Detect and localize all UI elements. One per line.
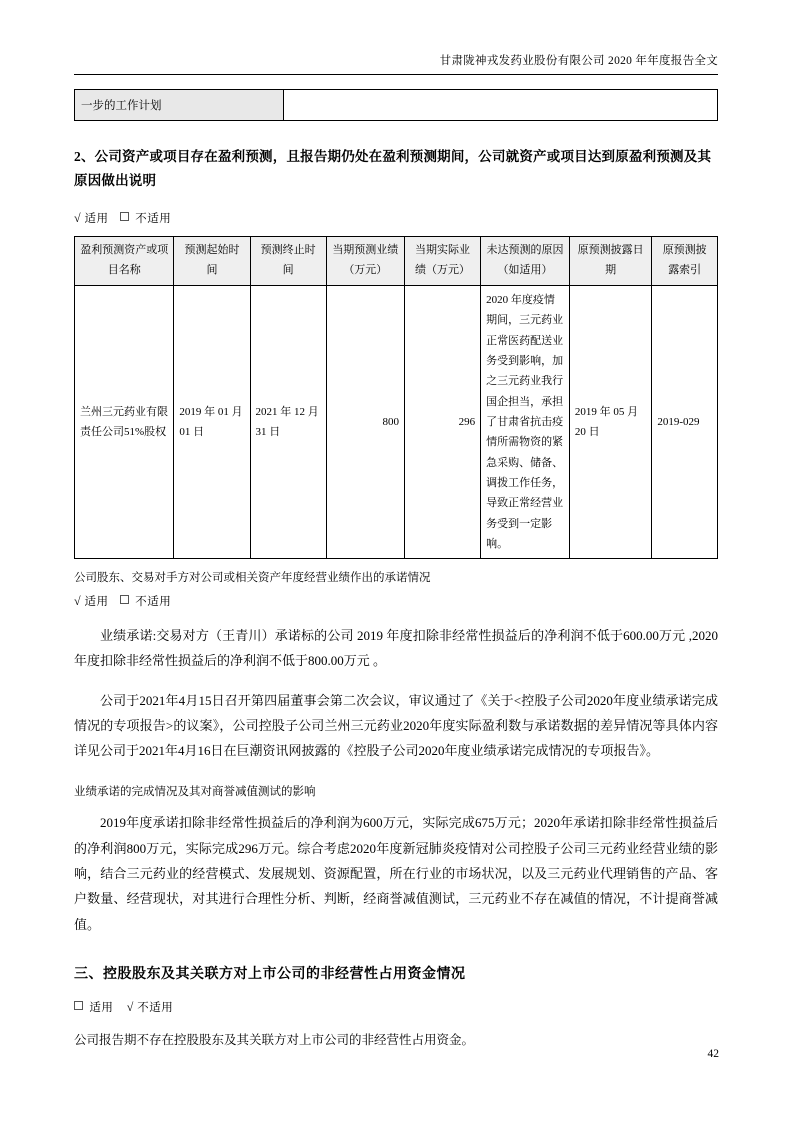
continued-table	[74, 89, 718, 121]
section-3-applicability	[74, 999, 718, 1015]
section-2-title: 2、公司资产或项目存在盈利预测，且报告期仍处在盈利预测期间，公司就资产或项目达到原盈利预测及其原因做出说明	[74, 149, 712, 188]
not-applicable-label: 不适用	[135, 596, 172, 608]
section-3-title: 三、控股股东及其关联方对上市公司的非经营性占用资金情况	[74, 967, 466, 983]
page-header	[74, 0, 718, 75]
col-header-index: 原预测披露索引	[652, 237, 718, 286]
commitment-paragraph-1: 业绩承诺:交易对方（王青川）承诺标的公司 2019 年度扣除非经常性损益后的净利润不低于600.00万元 ,2020 年度扣除非经常性损益后的净利润不低于800.00万元 。	[74, 628, 718, 669]
col-header-end: 预测终止时间	[250, 237, 326, 286]
cell-reason: 2020 年度疫情期间，三元药业正常医药配送业务受到影响，加之三元药业我行国企担当，承担了甘肃省抗击疫情所需物资的紧急采购、储备、调拨工作任务，导致正常经营业务受到一定影响。	[481, 285, 570, 558]
commitment-paragraph-2: 公司于2021年4月15日召开第四届董事会第二次会议，审议通过了《关于<控股子公司2020年度业绩承诺完成情况的专项报告>的议案》，公司控股子公司兰州三元药业2020年度实际盈利数与承诺数据的差异情况等具体内容详见公司于2021年4月16日在巨潮资讯网披露的《控股子公司2020年度业绩承诺完成情况的专项报告》。	[74, 692, 718, 759]
header-divider	[74, 74, 718, 75]
applicable-label: 适用	[84, 213, 109, 226]
col-header-name: 盈利预测资产或项目名称	[75, 237, 174, 286]
not-applicable-label: 不适用	[137, 1002, 174, 1015]
page-content	[74, 0, 718, 1052]
cell-disclosure-date: 2019 年 05 月 20 日	[569, 285, 651, 558]
col-header-forecast: 当期预测业绩（万元）	[326, 237, 404, 286]
goodwill-paragraph: 2019年度承诺扣除非经常性损益后的净利润为600万元，实际完成675万元；2020年承诺扣除非经常性损益后的净利润800万元，实际完成296万元。综合考虑2020年度新冠肺炎疫情对公司控股子公司三元药业经营业绩的影响，结合三元药业的经营模式、发展规划、资源配置，所在行业的市场状况，以及三元药业代理销售的产品、客户数量、经营现状，对其进行合理性分析、判断，经商誉减值测试，三元药业不存在减值的情况，不计提商誉减值。	[74, 815, 718, 932]
applicable-label: 适用	[84, 596, 109, 608]
col-header-reason: 未达预测的原因（如适用）	[481, 237, 570, 286]
cell-forecast-value: 800	[326, 285, 404, 558]
continued-table-label: 一步的工作计划	[75, 90, 284, 121]
commitment-applicability	[74, 593, 718, 609]
not-applicable-check: √	[126, 1000, 134, 1015]
goodwill-note-title: 业绩承诺的完成情况及其对商誉减值测试的影响	[74, 785, 316, 798]
applicable-label: 适用	[89, 1002, 114, 1015]
cell-end-time: 2021 年 12 月 31 日	[250, 285, 326, 558]
checkbox-icon	[120, 595, 129, 604]
col-header-actual: 当期实际业绩（万元）	[404, 237, 480, 286]
col-header-disclosure-date: 原预测披露日期	[569, 237, 651, 286]
table-header-row	[75, 237, 718, 286]
cell-asset-name: 兰州三元药业有限责任公司51%股权	[75, 285, 174, 558]
profit-forecast-table	[74, 236, 718, 559]
header-text: 甘肃陇神戎发药业股份有限公司 2020 年年度报告全文	[439, 55, 718, 67]
col-header-start: 预测起始时间	[174, 237, 250, 286]
table-row	[75, 90, 718, 121]
cell-start-time: 2019 年 01 月 01 日	[174, 285, 250, 558]
checkbox-icon	[74, 1001, 83, 1010]
table-row	[75, 285, 718, 558]
applicable-check: √	[74, 211, 82, 226]
applicable-check: √	[74, 594, 82, 608]
section-2-applicability	[74, 210, 718, 226]
section-3-paragraph: 公司报告期不存在控股股东及其关联方对上市公司的非经营性占用资金。	[74, 1033, 475, 1048]
continued-table-value	[284, 90, 718, 121]
cell-disclosure-index: 2019-029	[652, 285, 718, 558]
checkbox-icon	[120, 212, 129, 221]
commitment-label: 公司股东、交易对手方对公司或相关资产年度经营业绩作出的承诺情况	[74, 572, 431, 585]
not-applicable-label: 不适用	[135, 213, 172, 226]
cell-actual-value: 296	[404, 285, 480, 558]
page-number: 42	[707, 1048, 719, 1060]
